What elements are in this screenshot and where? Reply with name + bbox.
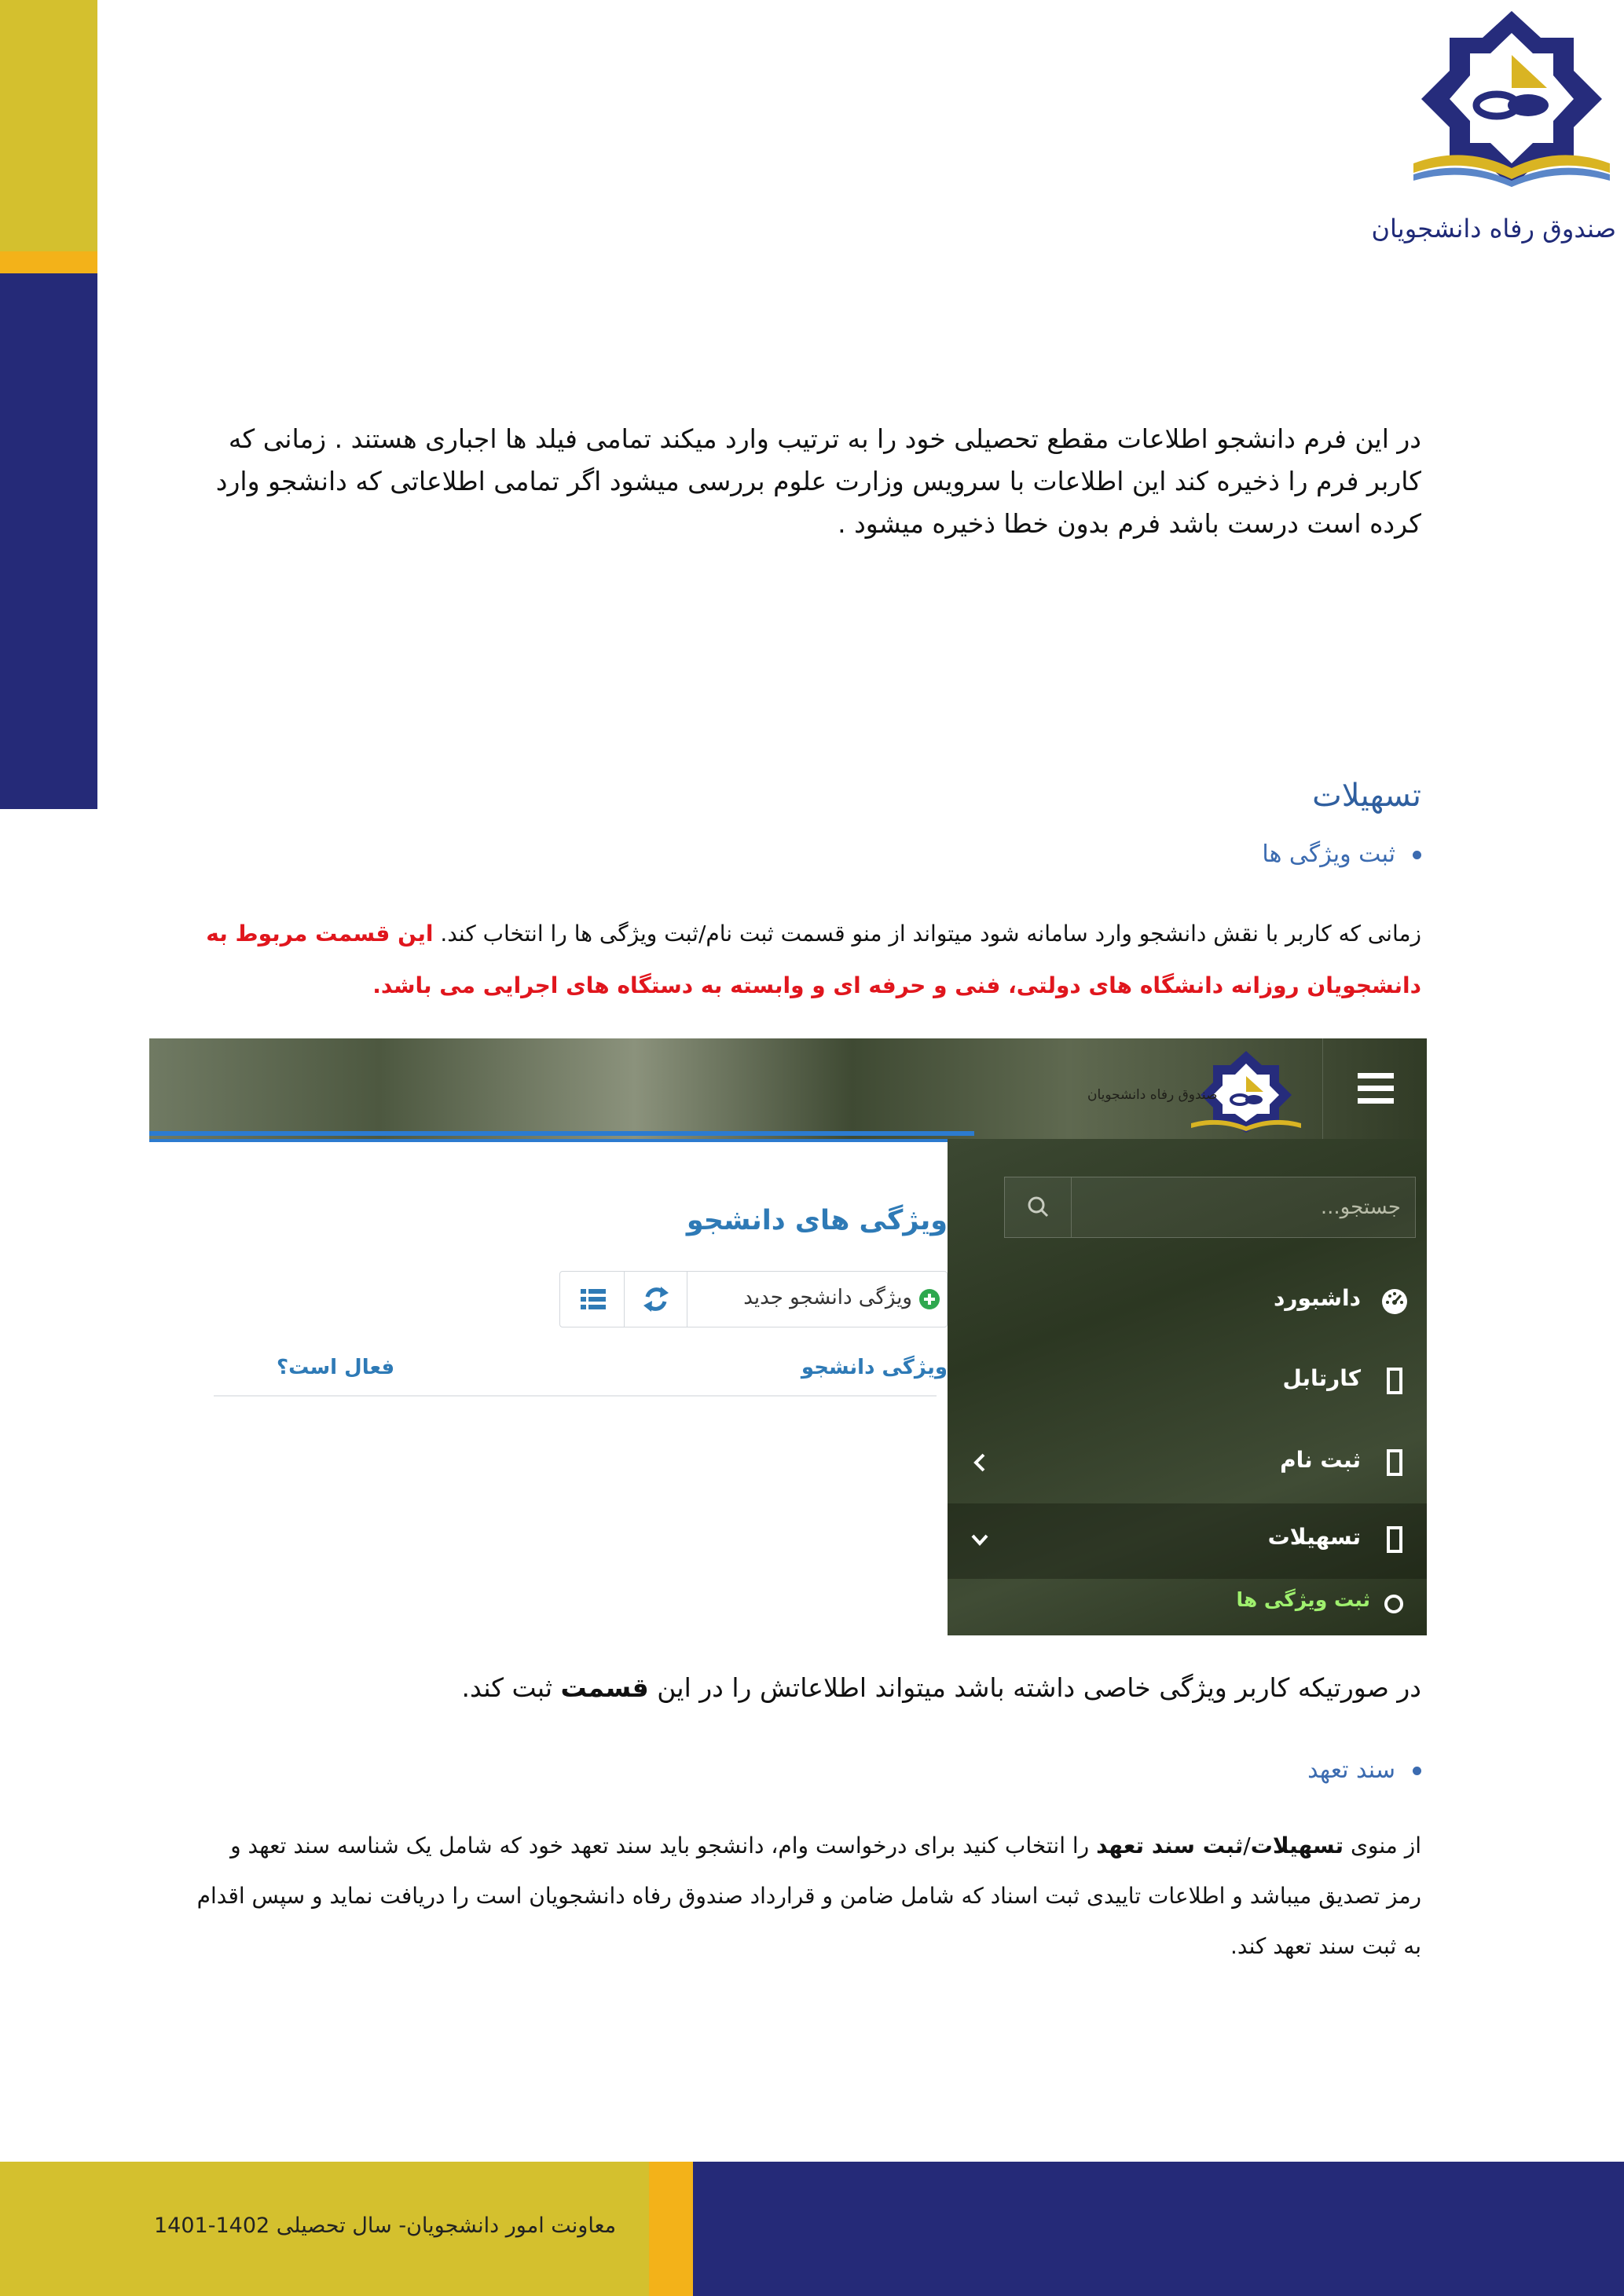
table-header-divider bbox=[214, 1395, 937, 1397]
paragraph-text: ثبت کند. bbox=[461, 1672, 561, 1703]
side-bar-orange bbox=[0, 251, 97, 273]
toolbar bbox=[559, 1271, 948, 1327]
menu-icon bbox=[1358, 1073, 1394, 1078]
paragraph-bold-text: ثبت سند تعهد bbox=[1096, 1833, 1244, 1858]
bullet-feature-registration: ثبت ویژگی ها bbox=[1262, 840, 1421, 868]
refresh-button[interactable] bbox=[624, 1272, 687, 1327]
plus-circle-icon bbox=[918, 1288, 940, 1310]
sidebar-item-kartabl[interactable] bbox=[948, 1345, 1427, 1420]
column-header-active[interactable]: فعال است؟ bbox=[277, 1356, 395, 1379]
app-screenshot bbox=[149, 1038, 1427, 1635]
paragraph-text: از منوی bbox=[1344, 1833, 1421, 1858]
footer-text: معاونت امور دانشجویان- سال تحصیلی 1402-1401 bbox=[154, 2214, 617, 2238]
hamburger-menu-button[interactable] bbox=[1322, 1038, 1427, 1139]
side-bar-navy bbox=[0, 273, 97, 809]
sidebar-subitem-feature-registration[interactable] bbox=[948, 1577, 1427, 1635]
circle-icon bbox=[1383, 1593, 1405, 1615]
paragraph-bold-text: قسمت bbox=[560, 1672, 649, 1703]
list-icon bbox=[560, 1272, 625, 1327]
fund-logo-icon bbox=[1409, 6, 1615, 187]
sidebar-item-label: تسهیلات bbox=[1267, 1524, 1361, 1550]
chevron-down-icon bbox=[968, 1525, 992, 1554]
sidebar bbox=[948, 1139, 1427, 1635]
sidebar-item-label: کارتابل bbox=[1282, 1365, 1361, 1391]
bullet-dot-icon bbox=[1413, 851, 1421, 859]
bullet-commitment-document: سند تعهد bbox=[1307, 1756, 1421, 1784]
sidebar-item-label: ثبت نام bbox=[1280, 1447, 1361, 1473]
content-panel bbox=[149, 1139, 948, 1635]
logo-text: صندوق رفاه دانشجویان bbox=[1371, 214, 1616, 244]
page-icon bbox=[1384, 1525, 1405, 1554]
section-heading: تسهیلات bbox=[1312, 778, 1421, 814]
footer-band-orange bbox=[649, 2162, 693, 2296]
app-logo bbox=[1081, 1045, 1301, 1133]
footer-band-navy bbox=[693, 2162, 1624, 2296]
sidebar-item-label: داشبورد bbox=[1274, 1285, 1361, 1311]
commitment-paragraph bbox=[196, 1821, 1421, 1972]
paragraph-bold-text: تسهیلات bbox=[1250, 1833, 1344, 1858]
page-icon bbox=[1384, 1367, 1405, 1395]
feature-paragraph-warning: این قسمت مربوط به دانشجویان روزانه دانشگاه های دولتی، فنی و حرفه ای و وابسته به دستگاه های اجرایی می باشد. bbox=[206, 921, 1421, 998]
app-logo-text: صندوق رفاه دانشجویان bbox=[1087, 1087, 1218, 1103]
paragraph-text: / bbox=[1243, 1833, 1251, 1858]
side-bar-gold bbox=[0, 0, 97, 251]
list-view-button[interactable] bbox=[560, 1272, 625, 1327]
sidebar-item-dashboard[interactable] bbox=[948, 1265, 1427, 1340]
paragraph-text: را انتخاب کنید برای درخواست وام، دانشجو باید سند تعهد خود که شامل یک شناسه سند تعهد و رمز تصدیق میباشد و اطلاعات تاییدی ثبت اسناد که شامل ضامن و قرارداد صندوق رفاه دانشجویان است را دریافت نماید و سپس اقدام به ثبت سند تعهد کند. bbox=[196, 1833, 1421, 1959]
feature-paragraph bbox=[196, 908, 1421, 1012]
special-feature-paragraph bbox=[196, 1667, 1421, 1709]
bullet-dot-icon bbox=[1413, 1767, 1421, 1775]
search-input[interactable] bbox=[1071, 1177, 1415, 1237]
page-icon bbox=[1384, 1448, 1405, 1477]
column-header-feature[interactable]: ویژگی دانشجو bbox=[801, 1356, 948, 1379]
paragraph-text: در صورتیکه کاربر ویژگی خاصی داشته باشد میتواند اطلاعاتش را در این bbox=[648, 1672, 1421, 1703]
sidebar-item-register[interactable] bbox=[948, 1426, 1427, 1502]
header-accent-line bbox=[149, 1131, 974, 1136]
sidebar-item-facilities[interactable] bbox=[948, 1503, 1427, 1579]
intro-paragraph: در این فرم دانشجو اطلاعات مقطع تحصیلی خود را به ترتیب وارد میکند تمامی فیلد ها اجباری هستند . زمانی که کاربر فرم را ذخیره کند این اطلاعات با سرویس وزارت علوم بررسی میشود اگر تمامی اطلاعاتی که دانشجو وارد کرده است درست باشد فرم بدون خطا ذخیره میشود . bbox=[215, 423, 1421, 539]
search-button[interactable] bbox=[1005, 1177, 1072, 1237]
new-feature-button[interactable] bbox=[687, 1272, 947, 1327]
refresh-icon bbox=[625, 1272, 687, 1327]
search-icon bbox=[1005, 1177, 1071, 1237]
chevron-left-icon bbox=[968, 1448, 992, 1477]
dashboard-icon bbox=[1381, 1288, 1408, 1315]
sidebar-subitem-label: ثبت ویژگی ها bbox=[1236, 1588, 1370, 1611]
new-feature-button-label: ویژگی دانشجو جدید bbox=[743, 1286, 912, 1309]
page-title: ویژگی های دانشجو bbox=[686, 1205, 948, 1236]
search-box bbox=[1004, 1177, 1416, 1238]
feature-paragraph-text: زمانی که کاربر با نقش دانشجو وارد سامانه شود میتواند از منو قسمت ثبت نام/ثبت ویژگی ها را انتخاب کند. bbox=[433, 921, 1421, 947]
